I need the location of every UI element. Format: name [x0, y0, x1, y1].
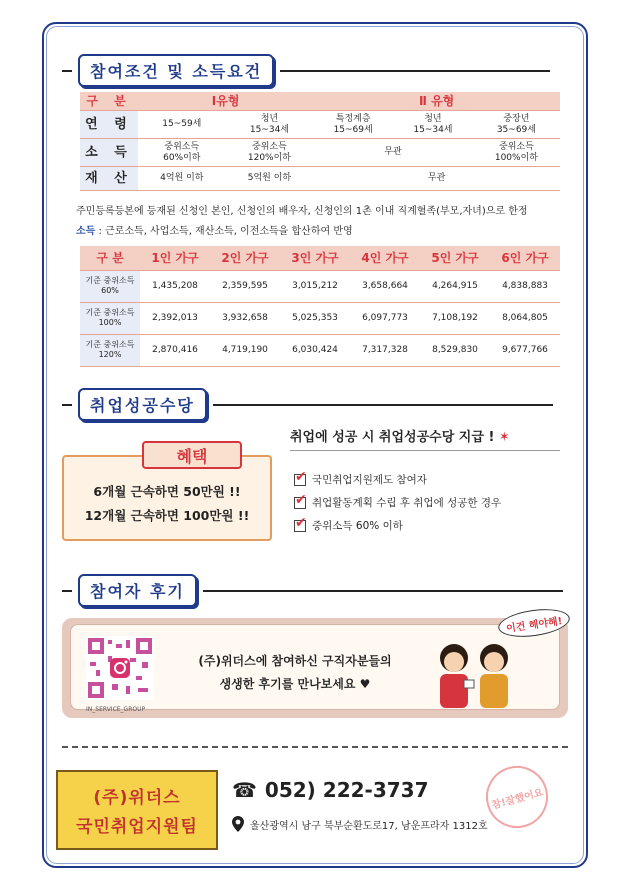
- section-title-review: [62, 574, 563, 607]
- title-dash: [62, 70, 72, 72]
- section-title-label: 참여조건 및 소득요건: [78, 54, 274, 87]
- checkbox-icon: [294, 520, 306, 532]
- allowance-headline-text: 취업에 성공 시 취업성공수당 지급 !: [290, 430, 495, 445]
- table-cell: 6,097,773: [350, 302, 420, 334]
- table-cell: 중위소득 100%이하: [473, 139, 560, 167]
- table-cell: 2,392,013: [140, 302, 210, 334]
- row-label: 소 득: [80, 139, 138, 167]
- table-cell: 4억원 이하: [138, 167, 226, 191]
- qr-label: IN_SERVICE_GROUP: [86, 706, 146, 713]
- phone-number: 052) 222-3737: [264, 778, 429, 802]
- table-row: [80, 270, 560, 302]
- company-box: [56, 770, 218, 850]
- header-cell: 5인 가구: [420, 246, 490, 270]
- stamp: 참!잘했어요: [479, 759, 555, 835]
- check-item: [294, 495, 501, 510]
- table-row-income: [80, 139, 560, 167]
- checkbox-icon: [294, 474, 306, 486]
- note-line-1: 주민등록등본에 등재된 신청인 본인, 신청인의 배우자, 신청인의 1촌 이내 직계혈족(부모,자녀)으로 한정: [76, 206, 528, 217]
- table-cell: 2,870,416: [140, 334, 210, 366]
- table-cell: 5,025,353: [280, 302, 350, 334]
- section-title-label: 취업성공수당: [78, 388, 207, 421]
- header-cell: 구 분: [80, 92, 138, 111]
- table-cell: 청년 15~34세: [226, 111, 314, 139]
- team-name: 국민취업지원팀: [76, 817, 198, 837]
- header-cell: 6인 가구: [490, 246, 560, 270]
- table-cell: 8,529,830: [420, 334, 490, 366]
- table-cell: 중위소득 120%이하: [226, 139, 314, 167]
- table-cell: 무관: [313, 167, 560, 191]
- row-label: 연 령: [80, 111, 138, 139]
- speech-bubble: 이건 해야해!: [497, 605, 572, 641]
- table-cell: 9,677,766: [490, 334, 560, 366]
- row-label: 기준 중위소득 120%: [80, 334, 140, 366]
- review-text-line-2: 생생한 후기를 만나보세요 ♥: [219, 676, 371, 691]
- table-cell: 4,719,190: [210, 334, 280, 366]
- title-dash: [62, 404, 72, 406]
- table-cell: 청년 15~34세: [393, 111, 473, 139]
- table-cell: 특정계층 15~69세: [313, 111, 393, 139]
- address-text: 울산광역시 남구 북부순환도로17, 남운프라자 1312호: [250, 820, 488, 832]
- headline-underline: [290, 450, 560, 451]
- table-cell: 15~59세: [138, 111, 226, 139]
- table-header-row: [80, 246, 560, 270]
- note-line-2: [76, 222, 353, 237]
- check-item: [294, 518, 501, 533]
- phone-icon: ☎: [232, 778, 257, 802]
- title-rule: [203, 590, 563, 592]
- title-rule: [213, 404, 553, 406]
- table-cell: 3,015,212: [280, 270, 350, 302]
- table-row-asset: [80, 167, 560, 191]
- row-label: 기준 중위소득 100%: [80, 302, 140, 334]
- check-label: 중위소득 60% 이하: [312, 520, 403, 532]
- location-pin-icon: [232, 816, 244, 832]
- phone-line[interactable]: [232, 778, 429, 802]
- benefit-line-1: 6개월 근속하면 50만원 !!: [93, 484, 241, 499]
- header-cell: 2인 가구: [210, 246, 280, 270]
- header-cell: 구 분: [80, 246, 140, 270]
- allowance-headline: [290, 426, 510, 445]
- header-cell: 4인 가구: [350, 246, 420, 270]
- address-line: [232, 816, 488, 832]
- dashed-divider: [62, 746, 568, 748]
- table-cell: 중장년 35~69세: [473, 111, 560, 139]
- table-cell: 8,064,805: [490, 302, 560, 334]
- checkbox-icon: [294, 497, 306, 509]
- table-cell: 4,264,915: [420, 270, 490, 302]
- table-cell: 3,658,664: [350, 270, 420, 302]
- table-cell: 7,317,328: [350, 334, 420, 366]
- header-cell: Ⅱ 유형: [313, 92, 560, 111]
- row-label: 재 산: [80, 167, 138, 191]
- table-row: [80, 334, 560, 366]
- table-cell: 6,030,424: [280, 334, 350, 366]
- title-dash: [62, 590, 72, 592]
- qr-code-icon[interactable]: [86, 636, 154, 700]
- table-cell: 7,108,192: [420, 302, 490, 334]
- title-rule: [280, 70, 550, 72]
- eligibility-table: [80, 92, 560, 191]
- note-text: : 근로소득, 사업소득, 재산소득, 이전소득을 합산하여 반영: [95, 226, 353, 237]
- section-title-label: 참여자 후기: [78, 574, 197, 607]
- table-cell: 무관: [313, 139, 473, 167]
- table-cell: 2,359,595: [210, 270, 280, 302]
- table-cell: 1,435,208: [140, 270, 210, 302]
- table-cell: 5억원 이하: [226, 167, 314, 191]
- household-income-table: [80, 246, 560, 367]
- check-item: [294, 472, 501, 487]
- company-name: (주)위더스: [93, 788, 181, 808]
- check-label: 국민취업지원제도 참여자: [312, 474, 427, 486]
- section-title-eligibility: [62, 54, 550, 87]
- review-text: [170, 650, 420, 696]
- benefit-tag: 혜택: [142, 441, 242, 469]
- header-cell: 3인 가구: [280, 246, 350, 270]
- row-label: 기준 중위소득 60%: [80, 270, 140, 302]
- table-cell: 3,932,658: [210, 302, 280, 334]
- table-cell: 4,838,883: [490, 270, 560, 302]
- table-header-row: [80, 92, 560, 111]
- checklist: [294, 472, 501, 541]
- table-row: [80, 302, 560, 334]
- note-key: 소득: [76, 226, 96, 237]
- benefit-line-2: 12개월 근속하면 100만원 !!: [84, 508, 250, 523]
- star-icon: ✶: [498, 430, 510, 445]
- children-illustration-icon: [424, 636, 524, 712]
- header-cell: Ⅰ유형: [138, 92, 313, 111]
- header-cell: 1인 가구: [140, 246, 210, 270]
- check-label: 취업활동계획 수립 후 취업에 성공한 경우: [312, 497, 502, 509]
- table-cell: 중위소득 60%이하: [138, 139, 226, 167]
- table-row-age: [80, 111, 560, 139]
- review-text-line-1: (주)위더스에 참여하신 구직자분들의: [198, 654, 392, 668]
- section-title-allowance: [62, 388, 553, 421]
